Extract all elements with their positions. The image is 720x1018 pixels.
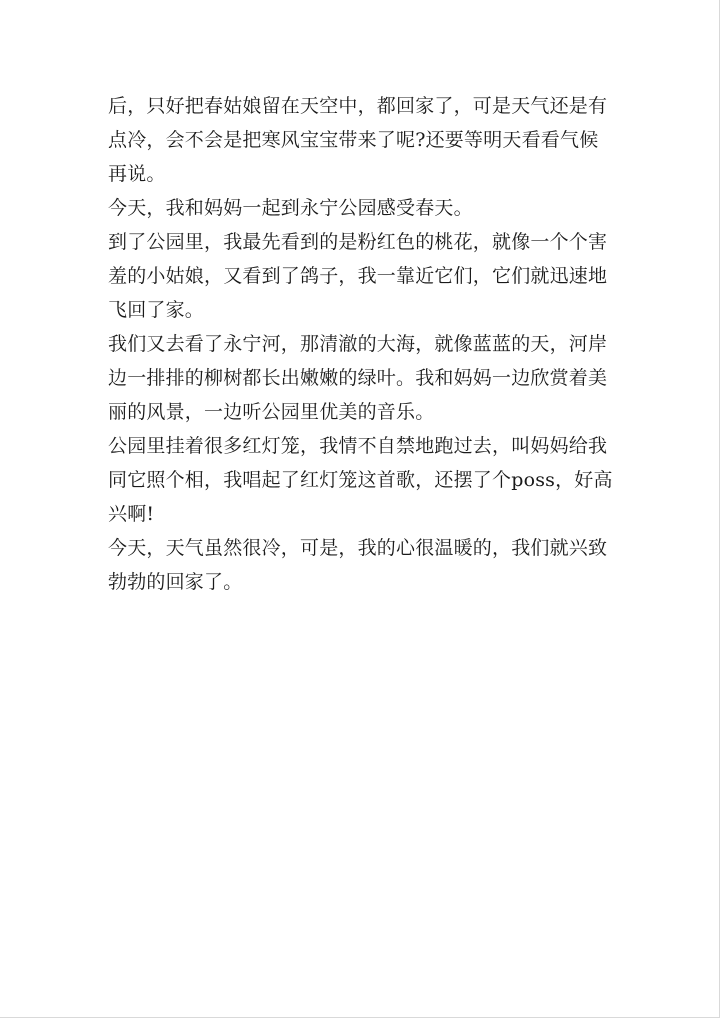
text-line: 今天，我和妈妈一起到永宁公园感受春天。 bbox=[108, 197, 473, 219]
text-line: 再说。 bbox=[108, 163, 166, 185]
text-line: 边一排排的柳树都长出嫩嫩的绿叶。我和妈妈一边欣赏着美 bbox=[108, 367, 608, 389]
text-line: 羞的小姑娘，又看到了鸽子，我一靠近它们，它们就迅速地 bbox=[108, 265, 608, 287]
text-line: 飞回了家。 bbox=[108, 299, 205, 321]
text-line: 兴啊! bbox=[108, 503, 155, 525]
text-line: 到了公园里，我最先看到的是粉红色的桃花，就像一个个害 bbox=[108, 231, 608, 253]
text-line: 今天，天气虽然很冷，可是，我的心很温暖的，我们就兴致 bbox=[108, 537, 608, 559]
text-line: 勃勃的回家了。 bbox=[108, 571, 243, 593]
text-line: 后，只好把春姑娘留在天空中，都回家了，可是天气还是有 bbox=[108, 95, 608, 117]
text-line: 我们又去看了永宁河，那清澈的大海，就像蓝蓝的天，河岸 bbox=[108, 333, 608, 355]
text-line: 丽的风景，一边听公园里优美的音乐。 bbox=[108, 401, 435, 423]
text-line: 公园里挂着很多红灯笼，我情不自禁地跑过去，叫妈妈给我 bbox=[108, 435, 608, 457]
text-line: 点冷，会不会是把寒风宝宝带来了呢?还要等明天看看气候 bbox=[108, 129, 599, 151]
document-body bbox=[108, 89, 628, 599]
text-line: 同它照个相，我唱起了红灯笼这首歌，还摆了个poss，好高 bbox=[108, 469, 613, 491]
